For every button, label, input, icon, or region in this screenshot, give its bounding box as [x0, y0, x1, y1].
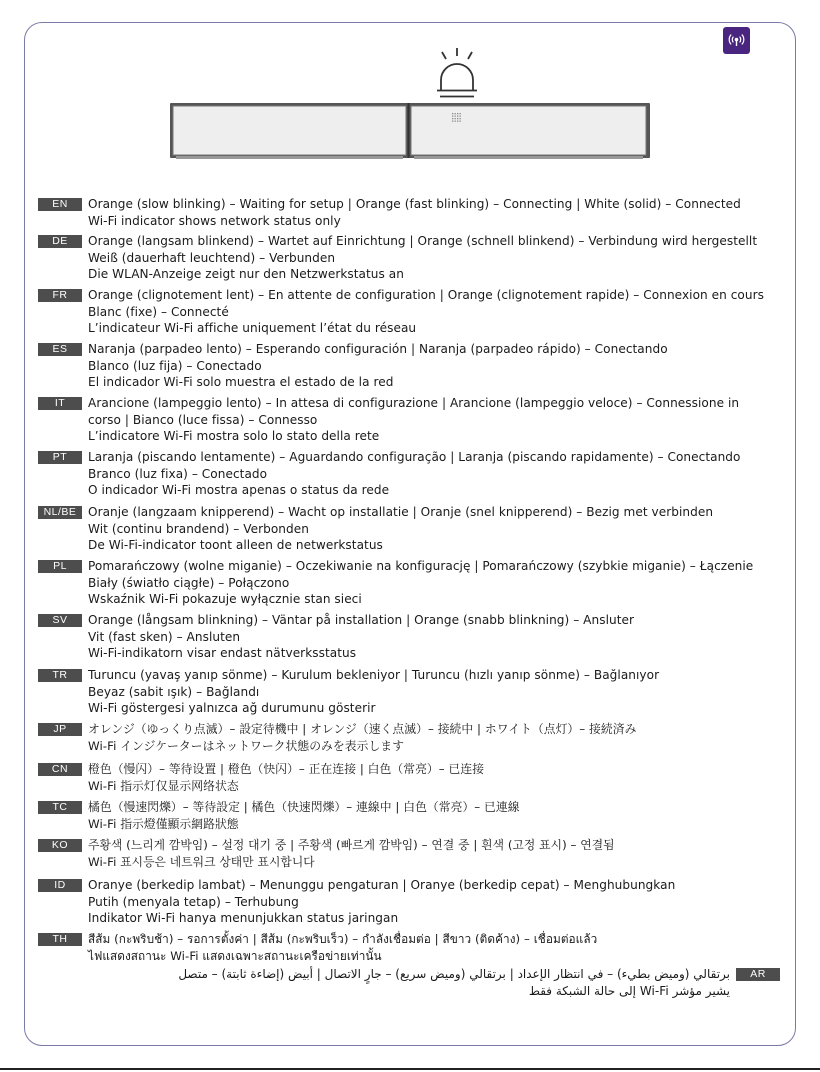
language-tag: KO — [38, 839, 82, 852]
entry-line: Wskaźnik Wi-Fi pokazuje wyłącznie stan sieci — [88, 592, 362, 607]
language-tag: ID — [38, 879, 82, 892]
language-tag: FR — [38, 289, 82, 302]
entry-line: corso | Bianco (luce fissa) – Connesso — [88, 412, 318, 427]
entry-line: 橙色（慢闪）– 等待设置 | 橙色（快闪）– 正在连接 | 白色（常亮）– 已连接 — [88, 762, 485, 776]
entry-line: Orange (slow blinking) – Waiting for setup | Orange (fast blinking) – Connecting | White (solid) – Connected — [88, 197, 741, 211]
entry-line: Biały (światło ciągłe) – Połączono — [88, 575, 290, 590]
entry-line: オレンジ（ゆっくり点滅）– 設定待機中 | オレンジ（速く点滅）– 接続中 | ホワイト（点灯）– 接続済み — [88, 722, 637, 736]
entry-line: Blanco (luz fija) – Conectado — [88, 358, 262, 373]
status-light-icon — [437, 48, 477, 97]
device-illustration — [0, 0, 820, 170]
entry-line: Pomarańczowy (wolne miganie) – Oczekiwanie na konfigurację | Pomarańczowy (szybkie miganie) – Łączenie — [88, 559, 754, 573]
entry-line: El indicador Wi-Fi solo muestra el estado de la red — [88, 375, 394, 390]
entry-line: De Wi-Fi-indicator toont alleen de netwerkstatus — [88, 538, 383, 553]
entry-line: Indikator Wi-Fi hanya menunjukkan status jaringan — [88, 911, 399, 926]
entry-line: Laranja (piscando lentamente) – Aguardando configuração | Laranja (piscando rapidamente) – Conectando — [88, 450, 741, 464]
entry-line: Weiß (dauerhaft leuchtend) – Verbunden — [88, 250, 336, 265]
entry-line: Wi-Fi indicator shows network status only — [88, 213, 341, 228]
entry-line: Vit (fast sken) – Ansluten — [88, 629, 241, 644]
entry-line: Wit (continu brandend) – Verbonden — [88, 521, 309, 536]
entry-line: ไฟแสดงสถานะ Wi-Fi แสดงเฉพาะสถานะเครือข่ายเท่านั้น — [88, 948, 382, 963]
entry-line: برتقالي (وميض بطيء) – في انتظار الإعداد | برتقالي (وميض سريع) – جارٍ الاتصال | أبيض (إضاءة ثابتة) – متصل — [178, 967, 730, 981]
language-tag: AR — [736, 968, 780, 981]
entry-line: Wi-Fi インジケーターはネットワーク状態のみを表示します — [88, 738, 404, 753]
entry-line: Putih (menyala tetap) – Terhubung — [88, 894, 299, 909]
entry-line: Orange (långsam blinkning) – Väntar på installation | Orange (snabb blinkning) – Ansluter — [88, 613, 635, 627]
language-tag: TC — [38, 801, 82, 814]
entry-line: Turuncu (yavaş yanıp sönme) – Kurulum bekleniyor | Turuncu (hızlı yanıp sönme) – Bağlanıyor — [88, 668, 660, 682]
entry-line: O indicador Wi-Fi mostra apenas o status da rede — [88, 483, 390, 498]
entry-line: Orange (clignotement lent) – En attente de configuration | Orange (clignotement rapide) – Connexion en cours — [88, 288, 764, 302]
language-tag: EN — [38, 198, 82, 211]
language-tag: ES — [38, 343, 82, 356]
language-tag: IT — [38, 397, 82, 410]
entry-line: Beyaz (sabit ışık) – Bağlandı — [88, 684, 260, 699]
entry-line: Oranje (langzaam knipperend) – Wacht op installatie | Oranje (snel knipperend) – Bezig met verbinden — [88, 505, 714, 519]
entry-line: Arancione (lampeggio lento) – In attesa di configurazione | Arancione (lampeggio veloce) – Connessione in — [88, 396, 740, 410]
entry-line: Die WLAN-Anzeige zeigt nur den Netzwerkstatus an — [88, 267, 404, 282]
entry-line: Wi-Fi-indikatorn visar endast nätverksstatus — [88, 646, 357, 661]
entry-line: 주황색 (느리게 깜박임) – 설정 대기 중 | 주황색 (빠르게 깜박임) – 연결 중 | 흰색 (고정 표시) – 연결됨 — [88, 838, 615, 852]
entry-line: สีส้ม (กะพริบช้า) – รอการตั้งค่า | สีส้ม (กะพริบเร็ว) – กำลังเชื่อมต่อ | สีขาว (ติดค้าง) – เชื่อมต่อแล้ว — [88, 932, 598, 946]
entry-line: Oranye (berkedip lambat) – Menunggu pengaturan | Oranye (berkedip cepat) – Menghubungkan — [88, 878, 676, 892]
language-tag: DE — [38, 235, 82, 248]
entry-line: Wi-Fi 표시등은 네트워크 상태만 표시합니다 — [88, 854, 315, 869]
language-tag: PL — [38, 560, 82, 573]
entry-line: 橘色（慢速閃爍）– 等待設定 | 橘色（快速閃爍）– 連線中 | 白色（常亮）– 已連線 — [88, 800, 520, 814]
language-tag: SV — [38, 614, 82, 627]
entry-line: Blanc (fixe) – Connecté — [88, 304, 229, 319]
entry-line: Wi-Fi göstergesi yalnızca ağ durumunu gösterir — [88, 701, 376, 716]
language-tag: JP — [38, 723, 82, 736]
language-tag: CN — [38, 763, 82, 776]
entry-line: L’indicateur Wi-Fi affiche uniquement l’état du réseau — [88, 321, 417, 336]
entry-line: Wi-Fi 指示燈僅顯示網路狀態 — [88, 816, 239, 831]
entry-line: L’indicatore Wi-Fi mostra solo lo stato della rete — [88, 429, 380, 444]
entry-line: Naranja (parpadeo lento) – Esperando configuración | Naranja (parpadeo rápido) – Conectando — [88, 342, 668, 356]
language-tag: NL/BE — [38, 506, 82, 519]
language-tag: TH — [38, 933, 82, 946]
entry-line: يشير مؤشر Wi-Fi إلى حالة الشبكة فقط — [528, 983, 730, 998]
entry-line: Orange (langsam blinkend) – Wartet auf Einrichtung | Orange (schnell blinkend) – Verbindung wird hergestellt — [88, 234, 758, 248]
language-tag: TR — [38, 669, 82, 682]
device-body — [170, 103, 650, 159]
language-tag: PT — [38, 451, 82, 464]
footer-rule — [0, 1068, 820, 1070]
entry-line: Branco (luz fixa) – Conectado — [88, 466, 268, 481]
entry-line: Wi-Fi 指示灯仅显示网络状态 — [88, 778, 239, 793]
